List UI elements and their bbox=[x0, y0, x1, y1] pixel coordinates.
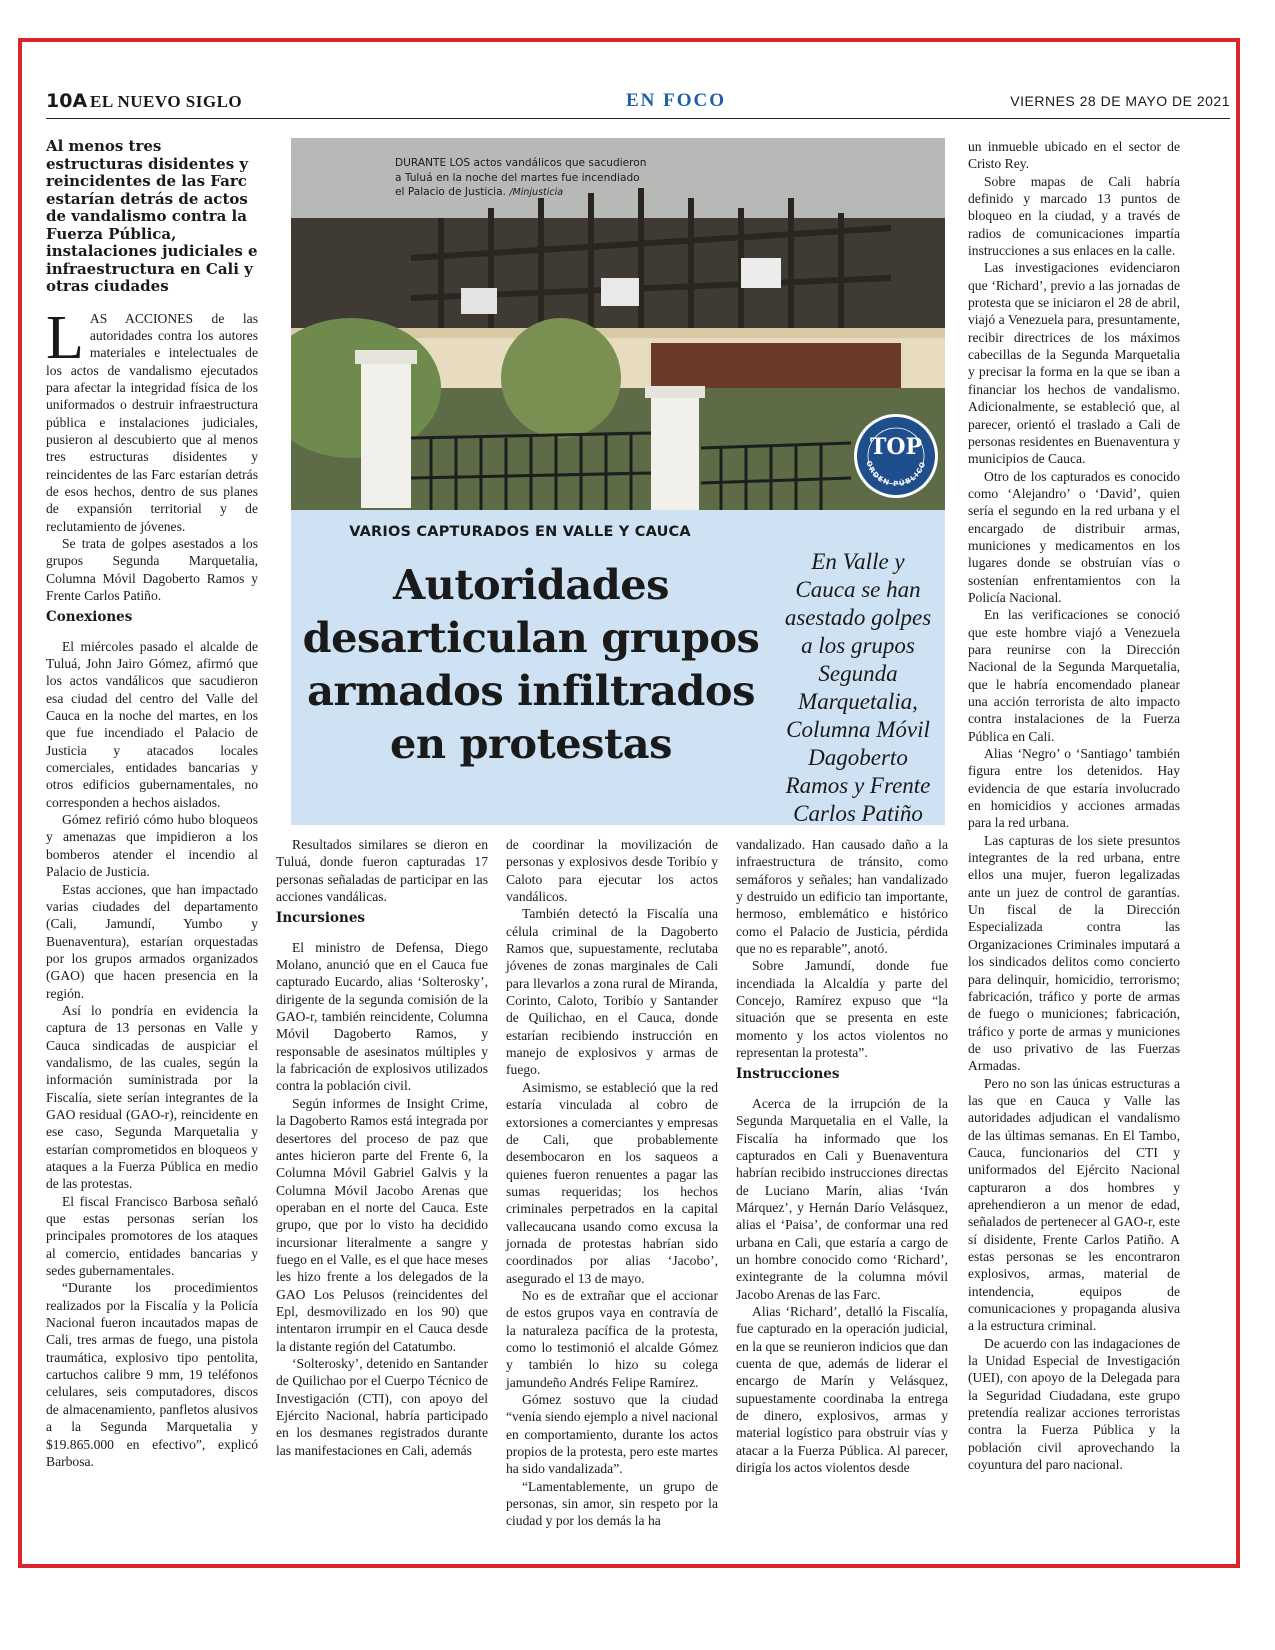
article-paragraph: LAS ACCIONES de las autoridades contra los autores materiales e intelectuales de los actos de vandalismo ejecutados para afectar la integridad física de los uniformados o destruir infraestructura pública e instalaciones judiciales, pusieron al descubierto que al menos tres estructuras disidentes y reincidentes de las Farc estarían detrás de esos hechos, dentro de sus planes de expansión territorial y de reclutamiento de jóvenes. bbox=[46, 303, 258, 534]
subheading-incursiones: Incursiones bbox=[276, 910, 366, 927]
article-paragraph: Las investigaciones evidenciaron que ‘Richard’, previo a las jornadas de protesta que se iniciaron el 28 de abril, viajó a Venezuela para, presuntamente, recibir directrices de los máximos cabecillas de la Segunda Marquetalia y precisar la forma en la que se iban a financiar los hechos de vandalismo. Adicionalmente, se estableció que, al parecer, orientó el traslado a Cali de personas residentes en Buenaventura y municipios de Cauca. bbox=[968, 260, 1180, 467]
article-paragraph: Sobre Jamundí, donde fue incendiada la Alcaldía y parte del Concejo, Ramírez expuso que “la situación que se presenta en este momento y los actos violentos no representan la protesta”. bbox=[736, 958, 948, 1061]
drop-cap: L bbox=[46, 303, 84, 372]
article-paragraph: El fiscal Francisco Barbosa señaló que estas personas serían los principales promotores de los ataques al comercio, entidades bancarias y sedes gubernamentales. bbox=[46, 1193, 258, 1279]
top-orden-publico-badge bbox=[852, 412, 940, 500]
article-paragraph: Así lo pondría en evidencia la captura de 13 personas en Valle y Cauca sindicadas de auspiciar el vandalismo, de las cuales, según la información suministrada por la Fiscalía, siete serían integrantes de la GAO residual (GAO-r), reincidente en ese caso, Segunda Marquetalia y estarían comprometidos en bloqueos y ataques a la Fuerza Pública en medio de las protestas. bbox=[46, 1002, 258, 1192]
photo-credit: /Minjusticia bbox=[509, 187, 564, 198]
article-paragraph: Según informes de Insight Crime, la Dagoberto Ramos está integrada por desertores del proceso de paz que antes hicieron parte del Frente 6, la Columna Móvil Gabriel Galvis y la Columna Móvil Jacobo Arenas que operaban en el norte del Cauca. Este grupo, que por lo visto ha decidido incursionar literalmente a sangre y fuego en el Valle, es el que hace meses les hizo frente a los delegados de la GAO Los Pelusos (reincidentes del Epl, desmovilizado en los 90) que intentaron irrumpir en el Cauca desde la distante región del Catatumbo. bbox=[276, 1095, 488, 1354]
badge-top-text: TOP bbox=[869, 434, 923, 460]
article-paragraph: Las capturas de los siete presuntos integrantes de la red urbana, entre ellos una mujer, fueron legalizadas ante un juez de control de garantías. Un fiscal de la Dirección Especializada contra las Organizaciones Criminales imputará a los sindicados delitos como concierto para delinquir, homicidio, terrorismo; fabricación, tráfico y porte de armas de fuego o municiones; fabricación, tráfico y porte de armas y municiones de uso privativo de las Fuerzas Armadas. bbox=[968, 832, 1180, 1074]
newspaper-name: EL NUEVO SIGLO bbox=[90, 92, 243, 111]
article-paragraph: Sobre mapas de Cali habría definido y marcado 13 puntos de bloqueo en la ciudad, y a través de radios de comunicaciones impartía instrucciones a sus enlaces en la calle. bbox=[968, 173, 1180, 259]
article-paragraph: Estas acciones, que han impactado varias ciudades del departamento (Cali, Jamundí, Yumbo y Buenaventura), estarían orquestadas por los grupos armados organizados (GAO) que hacen presencia en la región. bbox=[46, 881, 258, 1001]
column-2 bbox=[276, 836, 488, 1459]
article-paragraph: Gómez refirió cómo hubo bloqueos y amenazas que impidieron a los bomberos atender el incendio al Palacio de Justicia. bbox=[46, 812, 258, 880]
photo-caption: DURANTE LOS actos vandálicos que sacudieron a Tuluá en la noche del martes fue incendiado el Palacio de Justicia. /Minjusticia bbox=[395, 157, 647, 198]
article-paragraph: Se trata de golpes asestados a los grupos Segunda Marquetalia, Columna Móvil Dagoberto Ramos y Frente Carlos Patiño. bbox=[46, 535, 258, 603]
article-paragraph: Gómez sostuvo que la ciudad “venía siendo ejemplo a nivel nacional en comportamiento, durante los actos propios de la protesta, pero este martes ha sido vandalizada”. bbox=[506, 1392, 718, 1477]
issue-date: VIERNES 28 DE MAYO DE 2021 bbox=[1010, 93, 1230, 109]
article-paragraph: un inmueble ubicado en el sector de Cristo Rey. bbox=[968, 139, 1180, 172]
column-3 bbox=[506, 836, 718, 1530]
article-paragraph: Pero no son las únicas estructuras a las que en Cauca y Valle las autoridades adjudican el vandalismo de las últimas semanas. En El Tambo, Cauca, funcionarios del CTI y uniformados del Ejército Nacional capturaron a dos hombres y aprehendieron a un menor de edad, señalados de pertenecer al GAO-r, este sí disidente, Frente Carlos Patiño. A estas personas se les encontraron explosivos, armas, material de intendencia, equipos de comunicaciones y propaganda alusiva a la estructura criminal. bbox=[968, 1075, 1180, 1334]
article-paragraph: También detectó la Fiscalía una célula criminal de la Dagoberto Ramos que, supuestamente, reclutaba jóvenes de zonas marginales de Cali para llevarlos a zona rural de Miranda, Corinto, Caloto, Toribío y Santander de Quilichao, en el Cauca, donde estarían recibiendo instrucción en manejo de explosivos y armas de fuego. bbox=[506, 906, 718, 1078]
article-paragraph: El ministro de Defensa, Diego Molano, anunció que en el Cauca fue capturado Eucardo, alias ‘Solterosky’, dirigente de la segunda comisión de la GAO-r, también reincidente, Columna Móvil Dagoberto Ramos, y responsable de asesinatos múltiples y la fabricación de explosivos utilizados contra la población civil. bbox=[276, 939, 488, 1094]
article-paragraph: De acuerdo con las indagaciones de la Unidad Especial de Investigación (UEI), con apoyo de la Delegada para la Seguridad Ciudadana, este grupo pretendía realizar acciones terroristas contra la Fuerza Pública y la población civil aprovechando la coyuntura del paro nacional. bbox=[968, 1335, 1180, 1473]
article-paragraph: de coordinar la movilización de personas y explosivos desde Toribío y Caloto para ejecutar los actos vandálicos. bbox=[506, 837, 718, 905]
article-paragraph: El miércoles pasado el alcalde de Tuluá, John Jairo Gómez, afirmó que los actos vandálicos que sacudieron esa ciudad del centro del Valle del Cauca en la noche del martes, en los que fue incendiado el Palacio de Justicia y atacados locales comerciales, entidades bancarias y otros edificios gubernamentales, no corresponden a hechos aislados. bbox=[46, 638, 258, 810]
article-paragraph: Otro de los capturados es conocido como ‘Alejandro’ o ‘David’, quien sería el segundo en la red urbana y el encargado de distribuir armas, municiones y medicamentos en los lugares donde se obstruían vías o sostenían enfrentamientos con la Policía Nacional. bbox=[968, 468, 1180, 605]
subheading-instrucciones: Instrucciones bbox=[736, 1066, 840, 1083]
lede-summary: Al menos tres estructuras disidentes y reincidentes de las Farc estarían detrás de actos de vandalismo contra la Fuerza Pública, instalaciones judiciales e infraestructura en Cali y otras ciudades bbox=[46, 137, 258, 295]
article-paragraph: vandalizado. Han causado daño a la infraestructura de tránsito, como semáforos y señales; han vandalizado y destruido un edificio tan importante, hermoso, emblemático e histórico como el Palacio de Justicia, pérdida que no es reparable”, anotó. bbox=[736, 837, 948, 957]
page-number: 10A bbox=[46, 90, 88, 112]
pull-quote: En Valle y Cauca se han asestado golpes a los grupos Segunda Marquetalia, Columna Móvil Dagoberto Ramos y Frente Carlos Patiño bbox=[784, 549, 932, 826]
column-1 bbox=[46, 138, 258, 1470]
article-paragraph: “Durante los procedimientos realizados por la Fiscalía y la Policía Nacional fueron incautados mapas de Cali, tres armas de fuego, una pistola traumática, explosivo tipo pentolita, cartuchos calibre 9 mm, 19 teléfonos celulares, seis computadores, discos de almacenamiento, panfletos alusivos a la Segunda Marquetalia y $19.865.000 en efectivo”, explicó Barbosa. bbox=[46, 1280, 258, 1469]
article-paragraph: No es de extrañar que el accionar de estos grupos vaya en contravía de la naturaleza pacífica de la protesta, como lo testimonió el alcalde Gómez y también lo hizo su colega jamundeño Andrés Felipe Ramírez. bbox=[506, 1287, 718, 1390]
subheading-conexiones: Conexiones bbox=[46, 609, 133, 626]
article-paragraph: Asimismo, se estableció que la red estaría vinculada al cobro de extorsiones a comerciantes y empresas de Cali, que probablemente desembocaron en los saqueos a quienes fueron renuentes a pagar las sumas requeridas; los hechos criminales perpetrados en la capital vallecaucana usando como excusa la jornada de protestas habrían sido coordinados por alias ‘Jacobo’, asegurado el 13 de mayo. bbox=[506, 1079, 718, 1286]
article-paragraph: ‘Solterosky’, detenido en Santander de Quilichao por el Cuerpo Técnico de Investigación (CTI), con apoyo del Ejército Nacional, habría participado en los desmanes registrados durante las manifestaciones en Cali, además bbox=[276, 1355, 488, 1458]
headline: Autoridades desarticulan grupos armados infiltrados en protestas bbox=[302, 560, 760, 768]
article-paragraph: Alias ‘Richard’, detalló la Fiscalía, fue capturado en la operación judicial, en la que se reunieron indicios que dan cuenta de que, además de liderar el encargo de Marín y Velásquez, supuestamente coordinaba la entrega de dinero, explosivos, armas y material logístico para obstruir vías y atacar a la Fuerza Pública. Al parecer, dirigía los actos violentos desde bbox=[736, 1303, 948, 1476]
article-paragraph: “Lamentablemente, un grupo de personas, sin amor, sin respeto por la ciudad y por los demás la ha bbox=[506, 1478, 718, 1529]
column-4 bbox=[736, 836, 948, 1476]
page-header bbox=[46, 90, 1230, 119]
article-paragraph: Acerca de la irrupción de la Segunda Marquetalia en el Valle, la Fiscalía ha informado que los capturados en Cali y Buenaventura habrían recibido instrucciones directas de Luciano Marín, alias ‘Iván Márquez’, y Hernán Darío Velásquez, alias el ‘Paisa’, de conformar una red urbana en Cali, que estaría a cargo de un hombre conocido como ‘Richard’, exintegrante de la columna móvil Jacobo Arenas de las Farc. bbox=[736, 1095, 948, 1302]
column-5 bbox=[968, 138, 1180, 1473]
article-paragraph: En las verificaciones se conoció que este hombre viajó a Venezuela para reunirse con la Dirección Nacional de la Segunda Marquetalia, que le habría encomendado planear una acción terrorista de alto impacto contra instalaciones de la Fuerza Pública en Cali. bbox=[968, 607, 1180, 744]
kicker: VARIOS CAPTURADOS EN VALLE Y CAUCA bbox=[349, 524, 691, 540]
badge-ring-text: ORDEN PÚBLICO bbox=[864, 459, 928, 489]
article-paragraph: Resultados similares se dieron en Tuluá, donde fueron capturadas 17 personas señaladas de participar en las acciones vandálicas. bbox=[276, 837, 488, 905]
article-paragraph: Alias ‘Negro’ o ‘Santiago’ también figura entre los detenidos. Hay evidencia de que estaría involucrado en homicidios y acciones armadas para la red urbana. bbox=[968, 746, 1180, 831]
section-name: EN FOCO bbox=[625, 90, 727, 111]
